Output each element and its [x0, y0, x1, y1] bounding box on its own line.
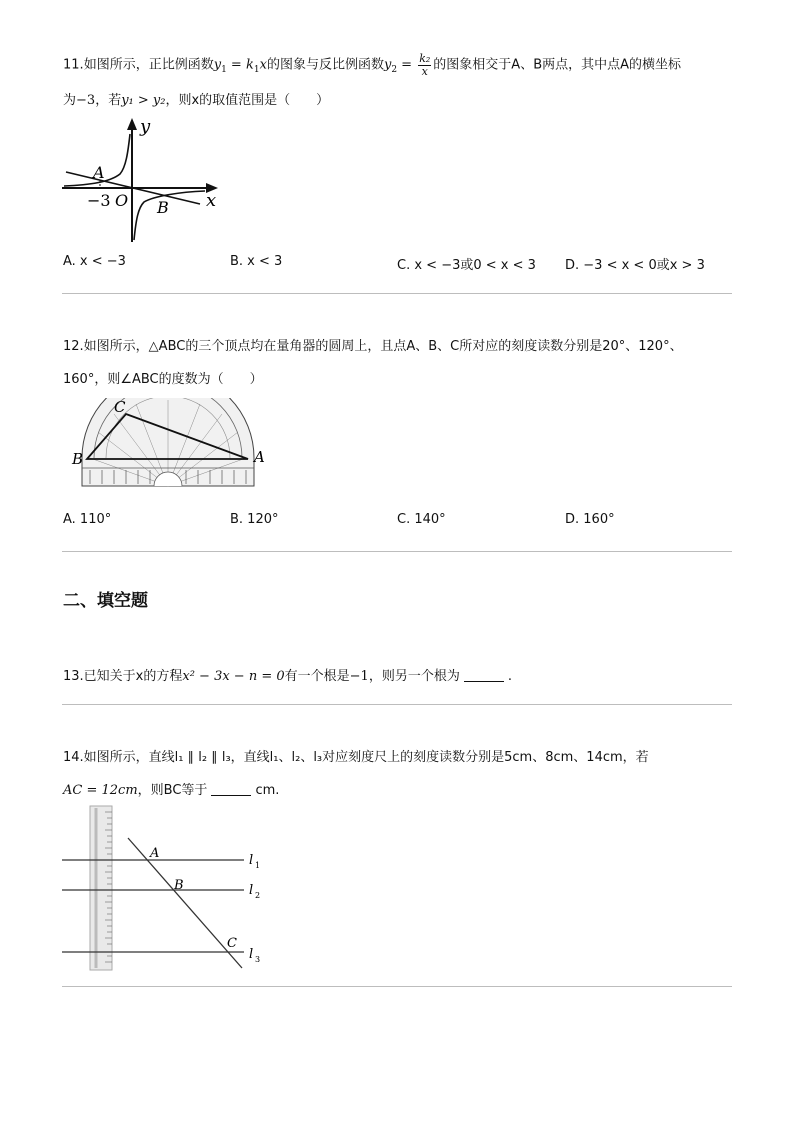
label-B: B — [72, 450, 84, 468]
fraction-k2-over-x: $\frac{\text{k₂}}{x}$ — [419, 52, 431, 78]
divider — [62, 293, 732, 294]
label-l3-sub: 3 — [255, 955, 261, 964]
q11-line2: 为−3，若y₁ > y₂，则x的取值范围是（ ） — [63, 93, 330, 108]
label-l3: l — [249, 947, 254, 962]
q11-option-b[interactable]: B. x < 3 — [230, 254, 283, 269]
ruler — [90, 806, 112, 970]
label-l1: l — [249, 853, 254, 868]
q12-protractor-figure — [70, 398, 270, 493]
label-l1-sub: 1 — [255, 861, 261, 870]
q12-option-a[interactable]: A. 110° — [63, 512, 112, 527]
q11-option-a[interactable]: A. x < −3 — [63, 254, 126, 269]
q11-option-d[interactable]: D. −3 < x < 0或x > 3 — [565, 258, 705, 273]
label-C: C — [227, 936, 237, 951]
y-axis-arrow — [127, 118, 137, 130]
q11-line1: 11.如图所示，正比例函数$y_1 = k_1x$的图象与反比例函数$y_2$ = $\frac{\text{k₂}}{x}$ 的图象相交于A、B两点，其中点A的横坐标 — [63, 52, 682, 78]
q12-option-d[interactable]: D. 160° — [565, 512, 615, 527]
hyperbola-right-branch — [134, 191, 205, 240]
divider — [62, 704, 732, 705]
label-l2: l — [249, 883, 254, 898]
label-l2-sub: 2 — [255, 891, 261, 900]
q14-ruler-figure — [60, 804, 275, 974]
label-A: A — [254, 448, 265, 466]
divider — [62, 986, 732, 987]
label-B: B — [157, 198, 169, 217]
answer-blank[interactable] — [211, 783, 251, 796]
q12-option-b[interactable]: B. 120° — [230, 512, 279, 527]
label-y: y — [140, 116, 151, 137]
label-C: C — [114, 398, 126, 416]
q12-option-c[interactable]: C. 140° — [397, 512, 446, 527]
label-O: O — [115, 191, 129, 210]
label-A: A — [93, 163, 105, 182]
q13-line: 13.已知关于x的方程x² − 3x − n = 0有一个根是−1，则另一个根为 . — [63, 669, 512, 684]
q14-line1: 14.如图所示，直线l₁ ∥ l₂ ∥ l₃，直线l₁、l₂、l₃对应刻度尺上的刻度读数分别是5cm、8cm、14cm，若 — [63, 750, 649, 765]
q11-function-graph — [60, 112, 225, 247]
divider — [62, 551, 732, 552]
label-B: B — [174, 878, 184, 893]
answer-blank[interactable] — [464, 669, 504, 682]
q14-line2: AC = 12cm，则BC等于 cm. — [63, 783, 280, 798]
transversal — [128, 838, 242, 968]
label-A: A — [150, 846, 160, 861]
section-title: 二、填空题 — [63, 591, 148, 611]
label-neg3: −3 — [87, 191, 111, 210]
q12-line2: 160°，则∠ABC的度数为（ ） — [63, 372, 263, 387]
label-x: x — [206, 190, 217, 211]
q11-option-c[interactable]: C. x < −3或0 < x < 3 — [397, 258, 536, 273]
q12-line1: 12.如图所示，△ABC的三个顶点均在量角器的圆周上，且点A、B、C所对应的刻度读数分别是20°、120°、 — [63, 339, 683, 354]
